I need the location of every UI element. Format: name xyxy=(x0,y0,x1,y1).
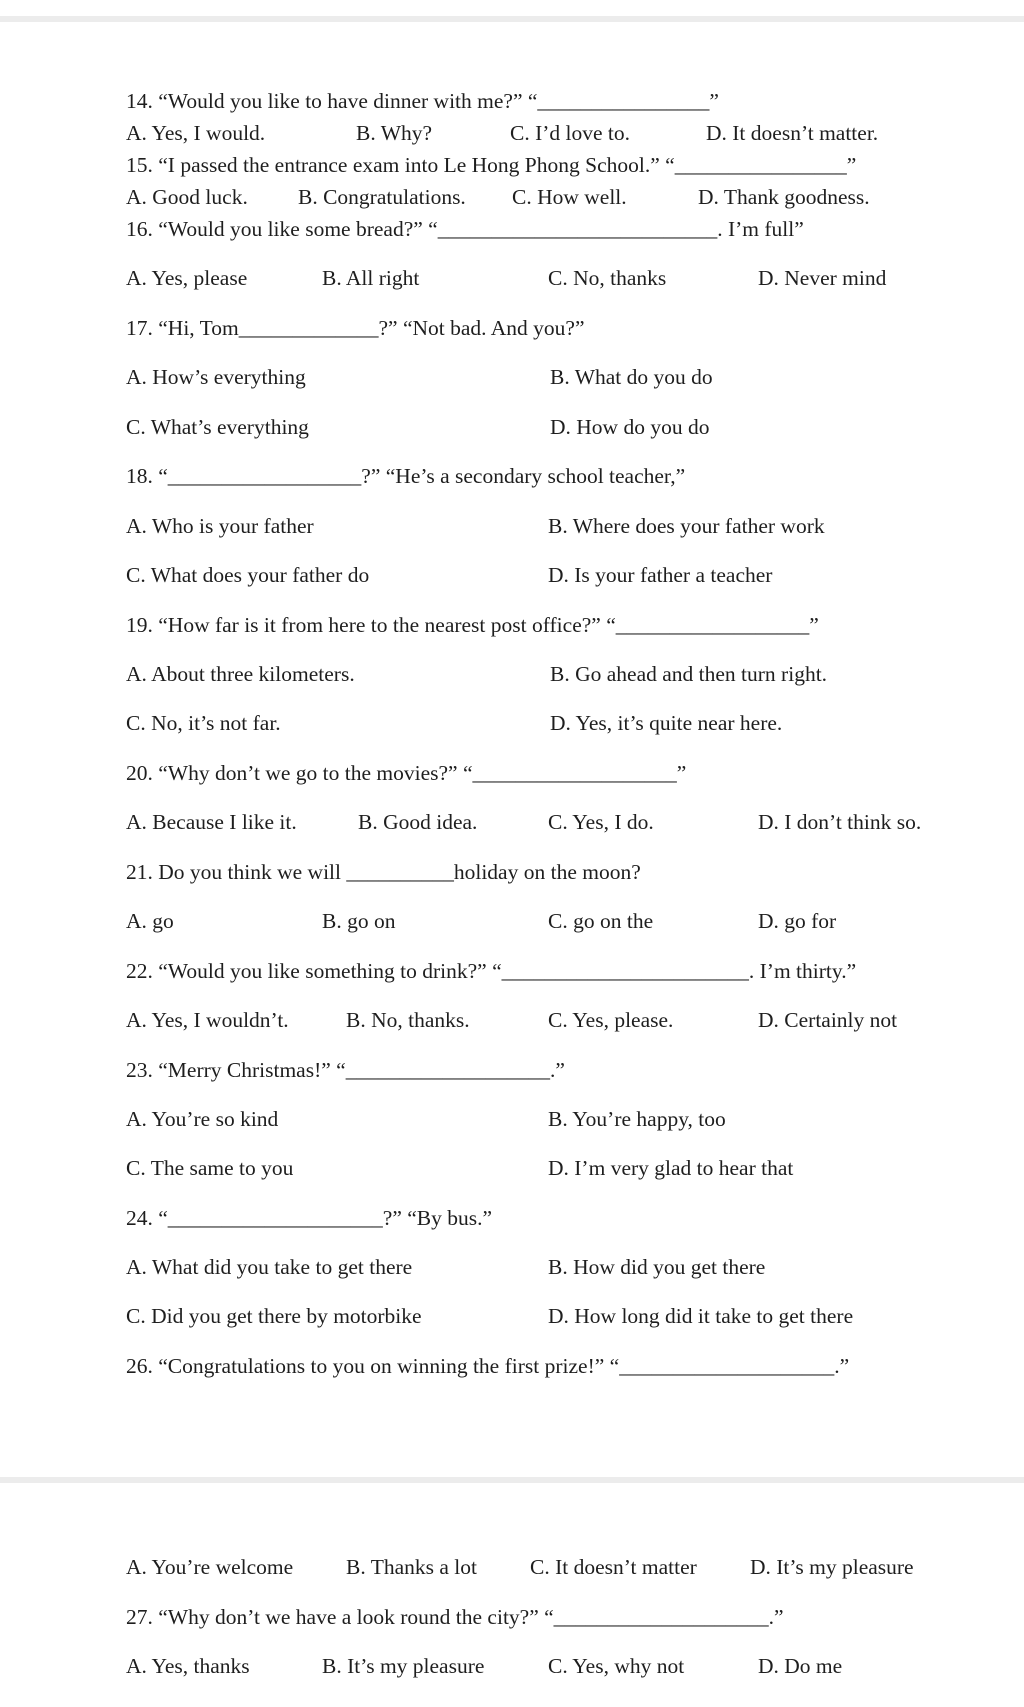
option-b[interactable]: B. Where does your father work xyxy=(548,514,825,538)
option-c[interactable]: C. Yes, please. xyxy=(548,1008,674,1032)
option-a[interactable]: A. Who is your father xyxy=(126,514,314,538)
question-23-stem: 23. “Merry Christmas!” “___________________.” xyxy=(126,1058,565,1082)
option-d[interactable]: D. Never mind xyxy=(758,266,887,290)
option-c[interactable]: C. Yes, I do. xyxy=(548,810,654,834)
option-a[interactable]: A. Good luck. xyxy=(126,185,248,209)
option-a[interactable]: A. Because I like it. xyxy=(126,810,297,834)
option-c[interactable]: C. go on the xyxy=(548,909,654,933)
option-c[interactable]: C. No, thanks xyxy=(548,266,667,290)
option-c[interactable]: C. Yes, why not xyxy=(548,1654,685,1678)
option-a[interactable]: A. Yes, I would. xyxy=(126,121,266,145)
question-20-stem: 20. “Why don’t we go to the movies?” “___________________” xyxy=(126,761,687,785)
question-26-stem: 26. “Congratulations to you on winning the first prize!” “____________________.” xyxy=(126,1354,850,1378)
option-b[interactable]: B. How did you get there xyxy=(548,1255,766,1279)
option-c[interactable]: C. No, it’s not far. xyxy=(126,711,281,735)
option-c[interactable]: C. I’d love to. xyxy=(510,121,631,145)
question-19-stem: 19. “How far is it from here to the nearest post office?” “__________________” xyxy=(126,613,819,637)
option-c[interactable]: C. It doesn’t matter xyxy=(530,1555,697,1579)
option-a[interactable]: A. How’s everything xyxy=(126,365,306,389)
option-d[interactable]: D. How long did it take to get there xyxy=(548,1304,854,1328)
option-b[interactable]: B. Go ahead and then turn right. xyxy=(550,662,828,686)
option-a[interactable]: A. About three kilometers. xyxy=(126,662,355,686)
option-c[interactable]: C. How well. xyxy=(512,185,627,209)
option-b[interactable]: B. Thanks a lot xyxy=(346,1555,477,1579)
option-b[interactable]: B. Why? xyxy=(356,121,433,145)
option-d[interactable]: D. go for xyxy=(758,909,837,933)
option-d[interactable]: D. Certainly not xyxy=(758,1008,898,1032)
question-14-stem: 14. “Would you like to have dinner with me?” “________________” xyxy=(126,89,719,113)
option-a[interactable]: A. You’re so kind xyxy=(126,1107,279,1131)
option-b[interactable]: B. Good idea. xyxy=(358,810,478,834)
option-b[interactable]: B. No, thanks. xyxy=(346,1008,470,1032)
option-b[interactable]: B. You’re happy, too xyxy=(548,1107,726,1131)
option-b[interactable]: B. It’s my pleasure xyxy=(322,1654,485,1678)
option-d[interactable]: D. How do you do xyxy=(550,415,710,439)
option-c[interactable]: C. What’s everything xyxy=(126,415,309,439)
option-b[interactable]: B. All right xyxy=(322,266,420,290)
option-a[interactable]: A. Yes, I wouldn’t. xyxy=(126,1008,289,1032)
option-d[interactable]: D. Yes, it’s quite near here. xyxy=(550,711,783,735)
option-a[interactable]: A. go xyxy=(126,909,174,933)
option-d[interactable]: D. It’s my pleasure xyxy=(750,1555,914,1579)
option-d[interactable]: D. Do me xyxy=(758,1654,843,1678)
option-c[interactable]: C. Did you get there by motorbike xyxy=(126,1304,422,1328)
question-24-stem: 24. “____________________?” “By bus.” xyxy=(126,1206,493,1230)
option-a[interactable]: A. Yes, thanks xyxy=(126,1654,250,1678)
option-d[interactable]: D. Thank goodness. xyxy=(698,185,870,209)
option-a[interactable]: A. You’re welcome xyxy=(126,1555,294,1579)
question-15-stem: 15. “I passed the entrance exam into Le Hong Phong School.” “________________” xyxy=(126,153,857,177)
option-d[interactable]: D. I’m very glad to hear that xyxy=(548,1156,794,1180)
option-b[interactable]: B. go on xyxy=(322,909,396,933)
top-page-divider xyxy=(0,16,1024,22)
option-d[interactable]: D. Is your father a teacher xyxy=(548,563,773,587)
option-b[interactable]: B. Congratulations. xyxy=(298,185,466,209)
option-b[interactable]: B. What do you do xyxy=(550,365,713,389)
question-17-stem: 17. “Hi, Tom_____________?” “Not bad. And you?” xyxy=(126,316,585,340)
option-a[interactable]: A. What did you take to get there xyxy=(126,1255,413,1279)
option-c[interactable]: C. What does your father do xyxy=(126,563,370,587)
option-c[interactable]: C. The same to you xyxy=(126,1156,294,1180)
option-d[interactable]: D. I don’t think so. xyxy=(758,810,922,834)
question-21-stem: 21. Do you think we will __________holiday on the moon? xyxy=(126,860,641,884)
option-a[interactable]: A. Yes, please xyxy=(126,266,248,290)
question-22-stem: 22. “Would you like something to drink?” “_______________________. I’m thirty.” xyxy=(126,959,857,983)
question-27-stem: 27. “Why don’t we have a look round the city?” “____________________.” xyxy=(126,1605,784,1629)
option-d[interactable]: D. It doesn’t matter. xyxy=(706,121,879,145)
question-16-stem: 16. “Would you like some bread?” “__________________________. I’m full” xyxy=(126,217,804,241)
question-18-stem: 18. “__________________?” “He’s a secondary school teacher,” xyxy=(126,464,686,488)
page-break-divider xyxy=(0,1477,1024,1483)
